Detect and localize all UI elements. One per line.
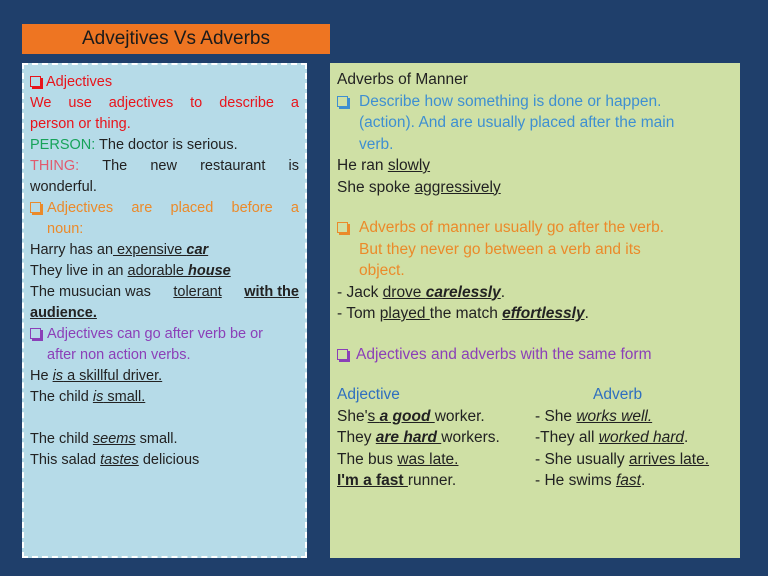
same-form-row: They are hard workers. -They all worked hard.	[337, 429, 689, 446]
example-played-effortlessly: - Tom played the match effortlessly.	[337, 305, 589, 322]
example-child-seems-small: The child seems small.	[30, 431, 178, 447]
example-spoke-aggressively: She spoke aggressively	[337, 178, 501, 196]
person-example: PERSON: The doctor is serious.	[30, 137, 238, 153]
example-ran-slowly: He ran slowly	[337, 157, 431, 174]
example-tolerant: The musucian was tolerant with the	[30, 284, 299, 300]
checkbox-bullet-icon	[337, 96, 348, 107]
adverbs-panel	[330, 63, 740, 558]
slide-title: Advejtives Vs Adverbs	[22, 24, 330, 54]
checkbox-bullet-icon	[30, 76, 41, 87]
checkbox-bullet-icon	[30, 202, 41, 213]
example-drove-carelessly: - Jack drove carelessly.	[337, 283, 506, 301]
adjectives-heading: Adjectives	[30, 72, 299, 93]
same-form-row: She's a good worker. - She works well.	[337, 407, 653, 425]
intro-line-1: We use adjectives to describe a	[30, 95, 299, 111]
describe-bullet: Describe how something is done or happen. (action). And are usually placed after the main verb.	[337, 91, 732, 156]
adverb-column-header: Adverb	[593, 386, 643, 403]
same-form-row: I'm a fast runner. - He swims fast.	[337, 472, 646, 489]
example-salad-tastes: This salad tastes delicious	[30, 452, 200, 468]
after-verb-bullet: Adjectives can go after verb be or after non action verbs.	[30, 324, 299, 366]
checkbox-bullet-icon	[337, 349, 348, 360]
same-form-bullet: Adjectives and adverbs with the same form	[337, 344, 732, 366]
same-form-column-headers	[337, 384, 732, 406]
manner-position-bullet: Adverbs of manner usually go after the verb. But they never go between a verb and its object.	[337, 217, 732, 282]
intro-line-2: person or thing.	[30, 116, 131, 132]
checkbox-bullet-icon	[30, 328, 41, 339]
adjective-column-header: Adjective	[337, 386, 400, 403]
example-adorable-house: They live in an adorable house	[30, 263, 231, 279]
thing-example-line-2: wonderful.	[30, 179, 97, 195]
thing-example-line-1: THING: The new restaurant is	[30, 158, 299, 174]
example-expensive-car: Harry has an expensive car	[30, 242, 209, 258]
adjectives-panel	[22, 63, 307, 558]
adverbs-heading: Adverbs of Manner	[337, 71, 468, 88]
checkbox-bullet-icon	[337, 222, 348, 233]
placed-before-noun-bullet: Adjectives are placed before a noun:	[30, 198, 299, 240]
example-tolerant-line-2: audience.	[30, 305, 97, 321]
same-form-row: The bus was late. - She usually arrives late.	[337, 450, 710, 468]
example-child-is-small: The child is small.	[30, 389, 146, 405]
example-skillful-driver: He is a skillful driver.	[30, 368, 163, 384]
